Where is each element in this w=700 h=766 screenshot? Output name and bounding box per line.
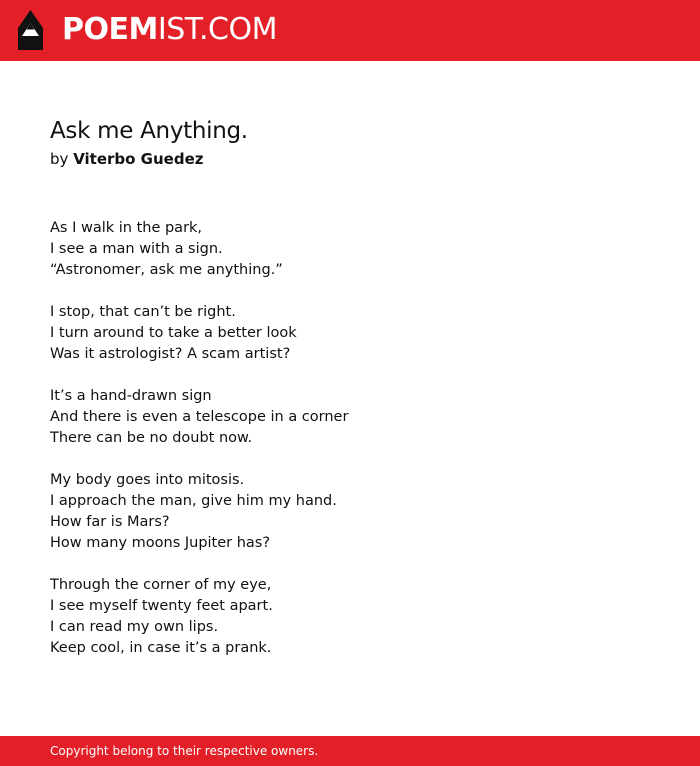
poem-line: It’s a hand-drawn sign: [50, 388, 212, 404]
pencil-tip-icon[interactable]: [18, 10, 43, 50]
poem-line: I approach the man, give him my hand.: [50, 493, 337, 509]
site-footer: [0, 736, 700, 766]
poem-line: I see a man with a sign.: [50, 241, 223, 257]
site-logo-text[interactable]: [62, 13, 277, 47]
poem-line: How far is Mars?: [50, 514, 170, 530]
poem-line: I can read my own lips.: [50, 619, 219, 635]
poem-stanza: [50, 470, 650, 554]
brand-bold-part: POEM: [62, 12, 158, 47]
poem-title: Ask me Anything.: [50, 118, 248, 144]
brand-light-part: IST.COM: [157, 12, 277, 47]
site-header: [0, 0, 700, 61]
poem-line: I see myself twenty feet apart.: [50, 598, 273, 614]
author-name[interactable]: Viterbo Guedez: [73, 150, 204, 168]
poem-line: “Astronomer, ask me anything.”: [50, 262, 283, 278]
copyright-notice: Copyright belong to their respective owners.: [50, 744, 319, 758]
poem-line: How many moons Jupiter has?: [50, 535, 271, 551]
by-label: by: [50, 150, 69, 168]
poem-stanza: [50, 218, 650, 281]
poem-line: Through the corner of my eye,: [50, 577, 272, 593]
byline: [50, 148, 650, 170]
poem-stanza: [50, 386, 650, 449]
poem-line: I stop, that can’t be right.: [50, 304, 236, 320]
poem-line: As I walk in the park,: [50, 220, 203, 236]
poem-line: There can be no doubt now.: [50, 430, 253, 446]
poem-line: Keep cool, in case it’s a prank.: [50, 640, 272, 656]
poem-line: And there is even a telescope in a corner: [50, 409, 349, 425]
poem-line: My body goes into mitosis.: [50, 472, 245, 488]
poem-body: [50, 218, 650, 680]
poem-line: I turn around to take a better look: [50, 325, 297, 341]
poem-stanza: [50, 575, 650, 659]
poem-stanza: [50, 302, 650, 365]
poem-heading: [50, 114, 650, 170]
poem-line: Was it astrologist? A scam artist?: [50, 346, 291, 362]
